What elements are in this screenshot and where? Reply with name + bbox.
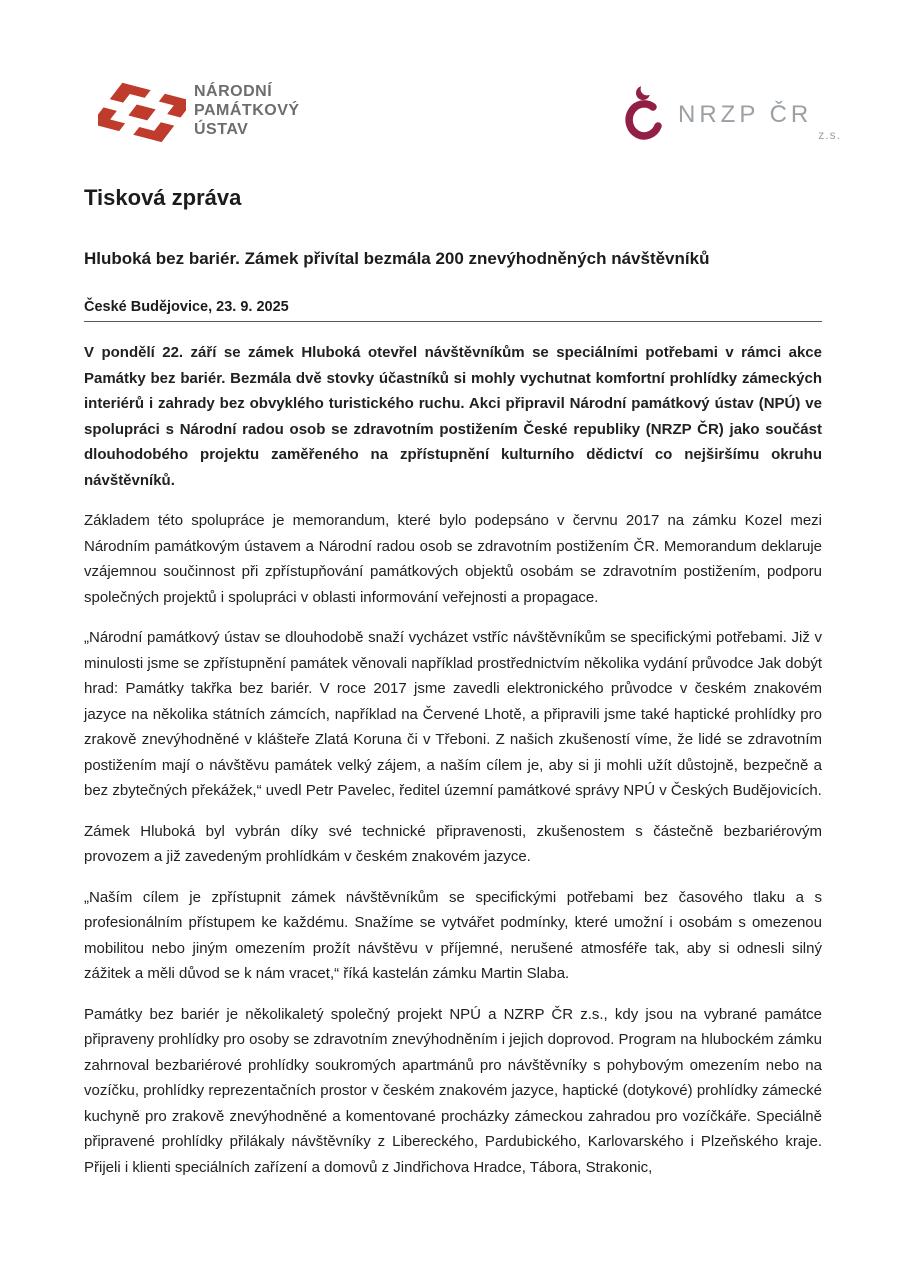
headline: Hluboká bez bariér. Zámek přivítal bezmála 200 znevýhodněných návštěvníků: [84, 249, 710, 268]
dateline-divider: [84, 321, 822, 322]
npu-wordmark-line2: PAMÁTKOVÝ: [194, 102, 300, 119]
nrzp-wordmark-suffix: z.s.: [818, 128, 841, 142]
press-release: [84, 185, 822, 1195]
paragraph: „Národní památkový ústav se dlouhodobě snaží vycházet vstříc návštěvníkům se specifickými potřebami. Již v minulosti jsme se zpřístupnění památek věnovali například prostřednictvím několika vydání průvodce Jak dobýt hrad: Památky takřka bez bariér. V roce 2017 jsme zavedli elektronického průvodce v českém znakovém jazyce na několika státních zámcích, například na Červené Lhotě, a připravili jsme také haptické prohlídky pro zrakově znevýhodněné v klášteře Zlatá Koruna či v Třeboni. Z našich zkušeností víme, že lidé se zdravotním postižením mají o návštěvu památek velký zájem, a naším cílem je, aby si ji mohli užít důstojně, bezpečně a bez zbytečných překážek,“ uvedl Petr Pavelec, ředitel územní památkové správy NPÚ v Českých Budějovicích.: [84, 629, 822, 799]
npu-logo-wordmark: [194, 82, 300, 139]
nrzp-logo-icon: [622, 82, 666, 148]
nrzp-logo: [622, 82, 841, 148]
npu-wordmark-line3: ÚSTAV: [194, 121, 249, 138]
page-title: Tisková zpráva: [84, 185, 242, 210]
lead-paragraph: V pondělí 22. září se zámek Hluboká otevřel návštěvníkům se speciálními potřebami v rámci akce Památky bez bariér. Bezmála dvě stovky účastníků si mohly vychutnat komfortní prohlídky zámeckých interiérů i zahrady bez obvyklého turistického ruchu. Akci připravil Národní památkový ústav (NPÚ) ve spolupráci s Národní radou osob se zdravotním postižením České republiky (NRZP ČR) jako součást dlouhodobého projektu zaměřeného na zpřístupnění kulturního dědictví co nejširšímu okruhu návštěvníků.: [84, 344, 822, 489]
dateline: České Budějovice, 23. 9. 2025: [84, 299, 289, 315]
header: [0, 0, 905, 170]
paragraph: Památky bez bariér je několikaletý společný projekt NPÚ a NZRP ČR z.s., kdy jsou na vybrané památce připraveny prohlídky pro osoby se zdravotním znevýhodněním i jejich doprovod. Program na hlubockém zámku zahrnoval bezbariérové prohlídky soukromých apartmánů pro návštěvníky s pohybovým omezením nebo na vozíčku, prohlídky reprezentačních prostor v českém znakovém jazyce, haptické (dotykové) prohlídky zámecké kuchyně pro zrakově znevýhodněné a komentované procházky zámeckou zahradou pro vozíčkáře. Speciálně připravené prohlídky přilákaly návštěvníky z Libereckého, Pardubického, Karlovarského i Plzeňského kraje. Přijeli i klienti speciálních zařízení a domovů z Jindřichova Hradce, Tábora, Strakonic,: [84, 1005, 822, 1176]
npu-logo-icon: [98, 78, 186, 152]
paragraph: Základem této spolupráce je memorandum, které bylo podepsáno v červnu 2017 na zámku Kozel mezi Národním památkovým ústavem a Národní radou osob se zdravotním postižením ČR. Memorandum deklaruje vzájemnou součinnost při zpřístupňování památkových objektů osobám se zdravotním postižením, podporu společných projektů i spolupráci v oblasti informování veřejnosti a propagace.: [84, 512, 822, 606]
paragraph: „Naším cílem je zpřístupnit zámek návštěvníkům se specifickými potřebami bez časového tlaku a s profesionálním přístupem ke každému. Snažíme se vytvářet podmínky, které umožní i osobám s omezenou mobilitou nebo jiným omezením prožít návštěvu v příjemné, nerušené atmosféře tak, aby si odnesli silný zážitek a měli důvod se k nám vracet,“ říká kastelán zámku Martin Slaba.: [84, 888, 822, 982]
nrzp-wordmark: NRZP ČR: [678, 101, 813, 128]
paragraph: Zámek Hluboká byl vybrán díky své technické připravenosti, zkušenostem s částečně bezbariérovým provozem a již zavedeným prohlídkám v českém znakovém jazyce.: [84, 822, 822, 865]
npu-logo: [98, 78, 300, 152]
npu-wordmark-line1: NÁRODNÍ: [194, 83, 273, 100]
